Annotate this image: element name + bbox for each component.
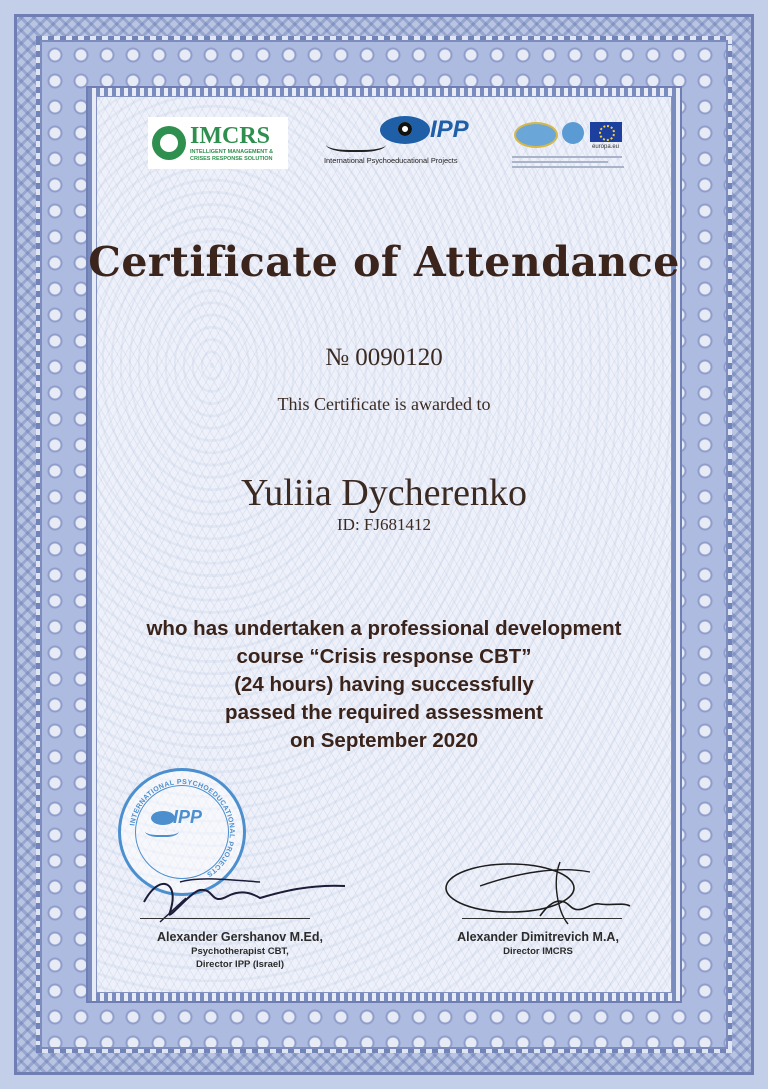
ipp-logo-name: IPP	[430, 116, 469, 143]
signer-name-gershanov: Alexander Gershanov M.Ed,	[156, 930, 324, 944]
signature-line	[462, 918, 622, 919]
imcrs-logo-name: IMCRS	[190, 123, 271, 149]
statement-line: course “Crisis response CBT”	[236, 645, 532, 668]
stamp-ring-text: INTERNATIONAL PSYCHOEDUCATIONAL PROJECTS	[129, 778, 236, 878]
eye-icon	[380, 116, 430, 144]
statement-line: (24 hours) having successfully	[234, 673, 534, 696]
fine-print-line	[512, 156, 622, 158]
statement-line: passed the required assessment	[225, 701, 543, 724]
signer-role-dimitrevich: Director IMCRS	[503, 946, 573, 957]
fine-print-line	[512, 161, 608, 163]
statement-line: who has undertaken a professional development	[146, 617, 622, 640]
ipp-logo	[322, 112, 472, 172]
recipient-name: Yuliia Dycherenko	[241, 472, 527, 514]
book-icon	[326, 134, 386, 152]
signer-name-dimitrevich: Alexander Dimitrevich M.A,	[457, 930, 619, 944]
imcrs-logo	[148, 117, 288, 169]
statement-line: on September 2020	[290, 729, 478, 752]
imcrs-logo-tagline-2: CRISES RESPONSE SOLUTION	[190, 155, 273, 162]
eu-label: europa.eu	[592, 144, 620, 150]
fine-print-line	[512, 166, 624, 168]
signature-dimitrevich-icon	[440, 852, 640, 932]
un-small-emblem-icon	[562, 122, 584, 144]
imcrs-logo-tagline-1: INTELLIGENT MANAGEMENT &	[190, 149, 274, 155]
eu-flag-icon	[590, 122, 622, 142]
certificate-title: Certificate of Attendance	[88, 238, 680, 286]
certificate-number: № 0090120	[325, 344, 443, 371]
awarded-to-text: This Certificate is awarded to	[277, 394, 491, 414]
signature-line	[140, 918, 310, 919]
eu-un-logos	[510, 118, 628, 172]
un-emblem-icon	[514, 122, 558, 148]
ipp-logo-subtitle: International Psychoeducational Projects	[324, 156, 458, 165]
imcrs-logo-text	[190, 124, 273, 162]
course-statement	[0, 615, 768, 755]
signature-gershanov-icon	[140, 862, 350, 932]
imcrs-emblem-icon	[152, 126, 186, 160]
recipient-id: ID: FJ681412	[337, 515, 431, 534]
signer-role-gershanov-2: Director IPP (Israel)	[195, 959, 284, 970]
signer-role-gershanov-1: Psychotherapist CBT,	[191, 946, 289, 957]
stamp-center-text: IPP	[173, 807, 203, 827]
